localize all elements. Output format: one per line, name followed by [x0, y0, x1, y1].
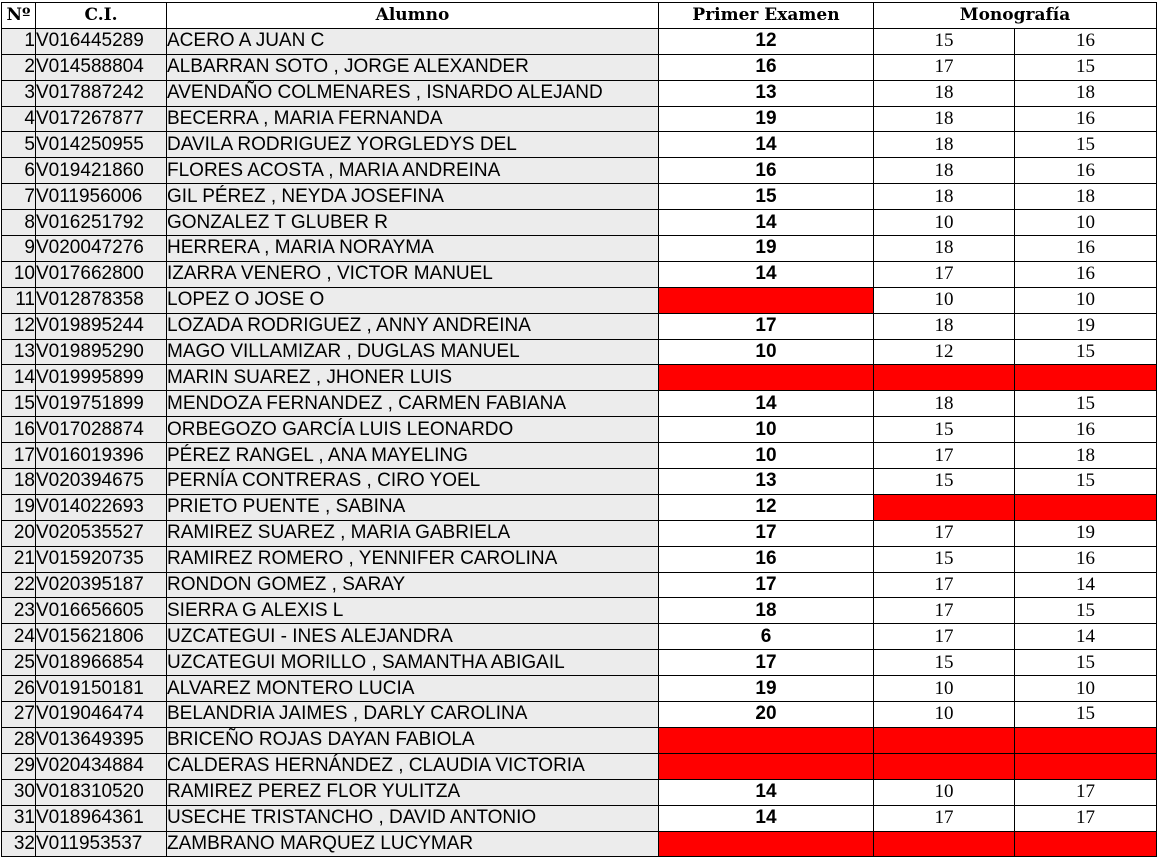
- header-ci: C.I.: [36, 3, 167, 29]
- monograph-grade-1-cell: 17: [874, 805, 1015, 831]
- table-row: [2, 805, 1157, 831]
- first-exam-grade-cell: 17: [659, 650, 874, 676]
- row-number-cell: 24: [2, 624, 36, 650]
- monograph-grade-1-cell: 18: [874, 236, 1015, 262]
- student-name-cell: LOPEZ O JOSE O: [167, 287, 659, 313]
- ci-cell: V018966854: [36, 650, 167, 676]
- first-exam-grade-cell: 12: [659, 28, 874, 54]
- ci-cell: V020434884: [36, 753, 167, 779]
- row-number-cell: 2: [2, 54, 36, 80]
- student-name-cell: AVENDAÑO COLMENARES , ISNARDO ALEJAND: [167, 80, 659, 106]
- student-name-cell: MAGO VILLAMIZAR , DUGLAS MANUEL: [167, 339, 659, 365]
- student-name-cell: RONDON GOMEZ , SARAY: [167, 572, 659, 598]
- student-name-cell: GONZALEZ T GLUBER R: [167, 210, 659, 236]
- ci-cell: V014022693: [36, 494, 167, 520]
- first-exam-grade-cell: [659, 831, 874, 857]
- monograph-grade-2-cell: [1015, 753, 1157, 779]
- ci-cell: V014250955: [36, 132, 167, 158]
- table-row: [2, 572, 1157, 598]
- monograph-grade-1-cell: 17: [874, 443, 1015, 469]
- table-row: [2, 469, 1157, 495]
- ci-cell: V016656605: [36, 598, 167, 624]
- monograph-grade-1-cell: 10: [874, 676, 1015, 702]
- table-row: [2, 339, 1157, 365]
- monograph-grade-2-cell: [1015, 727, 1157, 753]
- row-number-cell: 14: [2, 365, 36, 391]
- monograph-grade-1-cell: 17: [874, 54, 1015, 80]
- row-number-cell: 10: [2, 261, 36, 287]
- monograph-grade-1-cell: 18: [874, 106, 1015, 132]
- monograph-grade-1-cell: [874, 753, 1015, 779]
- monograph-grade-1-cell: [874, 494, 1015, 520]
- first-exam-grade-cell: 14: [659, 132, 874, 158]
- row-number-cell: 16: [2, 417, 36, 443]
- ci-cell: V020535527: [36, 520, 167, 546]
- monograph-grade-2-cell: 15: [1015, 391, 1157, 417]
- table-row: [2, 546, 1157, 572]
- row-number-cell: 4: [2, 106, 36, 132]
- row-number-cell: 30: [2, 779, 36, 805]
- table-body: [2, 28, 1157, 857]
- monograph-grade-1-cell: 17: [874, 598, 1015, 624]
- row-number-cell: 6: [2, 158, 36, 184]
- monograph-grade-1-cell: 12: [874, 339, 1015, 365]
- student-name-cell: CALDERAS HERNÁNDEZ , CLAUDIA VICTORIA: [167, 753, 659, 779]
- row-number-cell: 32: [2, 831, 36, 857]
- monograph-grade-1-cell: 17: [874, 572, 1015, 598]
- table-row: [2, 676, 1157, 702]
- ci-cell: V014588804: [36, 54, 167, 80]
- table-row: [2, 624, 1157, 650]
- monograph-grade-1-cell: 18: [874, 132, 1015, 158]
- table-row: [2, 184, 1157, 210]
- ci-cell: V015621806: [36, 624, 167, 650]
- monograph-grade-2-cell: 15: [1015, 339, 1157, 365]
- student-name-cell: PÉREZ RANGEL , ANA MAYELING: [167, 443, 659, 469]
- table-row: [2, 80, 1157, 106]
- row-number-cell: 1: [2, 28, 36, 54]
- table-row: [2, 779, 1157, 805]
- table-row: [2, 494, 1157, 520]
- monograph-grade-1-cell: 18: [874, 80, 1015, 106]
- first-exam-grade-cell: [659, 287, 874, 313]
- ci-cell: V017028874: [36, 417, 167, 443]
- monograph-grade-1-cell: 18: [874, 158, 1015, 184]
- student-name-cell: USECHE TRISTANCHO , DAVID ANTONIO: [167, 805, 659, 831]
- first-exam-grade-cell: 19: [659, 236, 874, 262]
- ci-cell: V019995899: [36, 365, 167, 391]
- table-row: [2, 831, 1157, 857]
- monograph-grade-2-cell: 16: [1015, 236, 1157, 262]
- header-number: Nº: [2, 3, 36, 29]
- ci-cell: V016445289: [36, 28, 167, 54]
- first-exam-grade-cell: 17: [659, 520, 874, 546]
- student-name-cell: ACERO A JUAN C: [167, 28, 659, 54]
- monograph-grade-2-cell: 16: [1015, 158, 1157, 184]
- monograph-grade-1-cell: 10: [874, 779, 1015, 805]
- student-name-cell: ALBARRAN SOTO , JORGE ALEXANDER: [167, 54, 659, 80]
- table-row: [2, 702, 1157, 728]
- first-exam-grade-cell: 13: [659, 80, 874, 106]
- first-exam-grade-cell: 10: [659, 339, 874, 365]
- student-name-cell: DAVILA RODRIGUEZ YORGLEDYS DEL: [167, 132, 659, 158]
- monograph-grade-2-cell: 16: [1015, 417, 1157, 443]
- monograph-grade-2-cell: 16: [1015, 261, 1157, 287]
- row-number-cell: 11: [2, 287, 36, 313]
- student-name-cell: BECERRA , MARIA FERNANDA: [167, 106, 659, 132]
- table-row: [2, 210, 1157, 236]
- row-number-cell: 20: [2, 520, 36, 546]
- header-row: [2, 3, 1157, 29]
- table-row: [2, 158, 1157, 184]
- first-exam-grade-cell: 14: [659, 261, 874, 287]
- monograph-grade-2-cell: 10: [1015, 210, 1157, 236]
- monograph-grade-2-cell: 16: [1015, 546, 1157, 572]
- monograph-grade-2-cell: [1015, 831, 1157, 857]
- monograph-grade-2-cell: 15: [1015, 702, 1157, 728]
- monograph-grade-1-cell: 18: [874, 184, 1015, 210]
- monograph-grade-1-cell: 18: [874, 391, 1015, 417]
- header-monograph: Monografía: [874, 3, 1157, 29]
- student-name-cell: PRIETO PUENTE , SABINA: [167, 494, 659, 520]
- monograph-grade-1-cell: [874, 727, 1015, 753]
- student-name-cell: GIL PÉREZ , NEYDA JOSEFINA: [167, 184, 659, 210]
- row-number-cell: 18: [2, 469, 36, 495]
- monograph-grade-2-cell: [1015, 365, 1157, 391]
- monograph-grade-2-cell: 17: [1015, 805, 1157, 831]
- row-number-cell: 27: [2, 702, 36, 728]
- student-name-cell: HERRERA , MARIA NORAYMA: [167, 236, 659, 262]
- table-row: [2, 54, 1157, 80]
- first-exam-grade-cell: 19: [659, 106, 874, 132]
- row-number-cell: 3: [2, 80, 36, 106]
- first-exam-grade-cell: 12: [659, 494, 874, 520]
- monograph-grade-2-cell: 18: [1015, 443, 1157, 469]
- ci-cell: V018310520: [36, 779, 167, 805]
- row-number-cell: 5: [2, 132, 36, 158]
- table-row: [2, 236, 1157, 262]
- ci-cell: V013649395: [36, 727, 167, 753]
- row-number-cell: 31: [2, 805, 36, 831]
- row-number-cell: 26: [2, 676, 36, 702]
- table-row: [2, 443, 1157, 469]
- row-number-cell: 25: [2, 650, 36, 676]
- first-exam-grade-cell: 14: [659, 210, 874, 236]
- table-row: [2, 727, 1157, 753]
- monograph-grade-2-cell: 17: [1015, 779, 1157, 805]
- student-name-cell: RAMIREZ PEREZ FLOR YULITZA: [167, 779, 659, 805]
- monograph-grade-1-cell: 15: [874, 469, 1015, 495]
- ci-cell: V019751899: [36, 391, 167, 417]
- monograph-grade-1-cell: 10: [874, 210, 1015, 236]
- ci-cell: V018964361: [36, 805, 167, 831]
- monograph-grade-1-cell: 18: [874, 313, 1015, 339]
- student-name-cell: MENDOZA FERNANDEZ , CARMEN FABIANA: [167, 391, 659, 417]
- ci-cell: V019895290: [36, 339, 167, 365]
- first-exam-grade-cell: 14: [659, 391, 874, 417]
- table-row: [2, 287, 1157, 313]
- ci-cell: V019421860: [36, 158, 167, 184]
- first-exam-grade-cell: 19: [659, 676, 874, 702]
- monograph-grade-1-cell: 15: [874, 546, 1015, 572]
- first-exam-grade-cell: 16: [659, 158, 874, 184]
- ci-cell: V019150181: [36, 676, 167, 702]
- monograph-grade-2-cell: 16: [1015, 106, 1157, 132]
- table-row: [2, 598, 1157, 624]
- student-name-cell: LOZADA RODRIGUEZ , ANNY ANDREINA: [167, 313, 659, 339]
- row-number-cell: 8: [2, 210, 36, 236]
- table-row: [2, 650, 1157, 676]
- first-exam-grade-cell: [659, 365, 874, 391]
- row-number-cell: 15: [2, 391, 36, 417]
- first-exam-grade-cell: [659, 727, 874, 753]
- monograph-grade-1-cell: 15: [874, 28, 1015, 54]
- table-row: [2, 313, 1157, 339]
- first-exam-grade-cell: [659, 753, 874, 779]
- first-exam-grade-cell: 18: [659, 598, 874, 624]
- monograph-grade-2-cell: 15: [1015, 54, 1157, 80]
- row-number-cell: 29: [2, 753, 36, 779]
- monograph-grade-1-cell: [874, 831, 1015, 857]
- ci-cell: V011953537: [36, 831, 167, 857]
- ci-cell: V017267877: [36, 106, 167, 132]
- student-name-cell: BRICEÑO ROJAS DAYAN FABIOLA: [167, 727, 659, 753]
- monograph-grade-2-cell: 18: [1015, 184, 1157, 210]
- first-exam-grade-cell: 17: [659, 313, 874, 339]
- monograph-grade-2-cell: 10: [1015, 287, 1157, 313]
- student-name-cell: ORBEGOZO GARCÍA LUIS LEONARDO: [167, 417, 659, 443]
- row-number-cell: 13: [2, 339, 36, 365]
- student-name-cell: RAMIREZ ROMERO , YENNIFER CAROLINA: [167, 546, 659, 572]
- monograph-grade-2-cell: 15: [1015, 132, 1157, 158]
- row-number-cell: 28: [2, 727, 36, 753]
- student-name-cell: ZAMBRANO MARQUEZ LUCYMAR: [167, 831, 659, 857]
- first-exam-grade-cell: 6: [659, 624, 874, 650]
- ci-cell: V019895244: [36, 313, 167, 339]
- ci-cell: V012878358: [36, 287, 167, 313]
- monograph-grade-1-cell: 10: [874, 702, 1015, 728]
- row-number-cell: 19: [2, 494, 36, 520]
- table-row: [2, 391, 1157, 417]
- row-number-cell: 23: [2, 598, 36, 624]
- student-name-cell: UZCATEGUI MORILLO , SAMANTHA ABIGAIL: [167, 650, 659, 676]
- first-exam-grade-cell: 15: [659, 184, 874, 210]
- student-name-cell: BELANDRIA JAIMES , DARLY CAROLINA: [167, 702, 659, 728]
- student-name-cell: IZARRA VENERO , VICTOR MANUEL: [167, 261, 659, 287]
- ci-cell: V020047276: [36, 236, 167, 262]
- student-name-cell: MARIN SUAREZ , JHONER LUIS: [167, 365, 659, 391]
- student-name-cell: ALVAREZ MONTERO LUCIA: [167, 676, 659, 702]
- monograph-grade-1-cell: 17: [874, 261, 1015, 287]
- student-name-cell: PERNÍA CONTRERAS , CIRO YOEL: [167, 469, 659, 495]
- student-name-cell: SIERRA G ALEXIS L: [167, 598, 659, 624]
- ci-cell: V020394675: [36, 469, 167, 495]
- header-first-exam: Primer Examen: [659, 3, 874, 29]
- grades-table: [1, 2, 1157, 857]
- ci-cell: V019046474: [36, 702, 167, 728]
- table-row: [2, 132, 1157, 158]
- ci-cell: V017662800: [36, 261, 167, 287]
- monograph-grade-2-cell: 15: [1015, 650, 1157, 676]
- first-exam-grade-cell: 13: [659, 469, 874, 495]
- row-number-cell: 9: [2, 236, 36, 262]
- ci-cell: V016019396: [36, 443, 167, 469]
- first-exam-grade-cell: 14: [659, 779, 874, 805]
- first-exam-grade-cell: 10: [659, 417, 874, 443]
- first-exam-grade-cell: 16: [659, 546, 874, 572]
- monograph-grade-1-cell: 10: [874, 287, 1015, 313]
- student-name-cell: FLORES ACOSTA , MARIA ANDREINA: [167, 158, 659, 184]
- table-row: [2, 365, 1157, 391]
- table-row: [2, 520, 1157, 546]
- ci-cell: V017887242: [36, 80, 167, 106]
- header-student: Alumno: [167, 3, 659, 29]
- table-row: [2, 28, 1157, 54]
- first-exam-grade-cell: 10: [659, 443, 874, 469]
- monograph-grade-2-cell: [1015, 494, 1157, 520]
- first-exam-grade-cell: 14: [659, 805, 874, 831]
- monograph-grade-2-cell: 15: [1015, 598, 1157, 624]
- monograph-grade-1-cell: 15: [874, 650, 1015, 676]
- ci-cell: V011956006: [36, 184, 167, 210]
- monograph-grade-2-cell: 18: [1015, 80, 1157, 106]
- row-number-cell: 7: [2, 184, 36, 210]
- table-row: [2, 417, 1157, 443]
- monograph-grade-2-cell: 15: [1015, 469, 1157, 495]
- ci-cell: V015920735: [36, 546, 167, 572]
- monograph-grade-2-cell: 14: [1015, 572, 1157, 598]
- first-exam-grade-cell: 16: [659, 54, 874, 80]
- table-row: [2, 106, 1157, 132]
- ci-cell: V016251792: [36, 210, 167, 236]
- table-row: [2, 753, 1157, 779]
- monograph-grade-2-cell: 16: [1015, 28, 1157, 54]
- first-exam-grade-cell: 20: [659, 702, 874, 728]
- table-row: [2, 261, 1157, 287]
- monograph-grade-2-cell: 19: [1015, 520, 1157, 546]
- row-number-cell: 21: [2, 546, 36, 572]
- row-number-cell: 17: [2, 443, 36, 469]
- row-number-cell: 22: [2, 572, 36, 598]
- first-exam-grade-cell: 17: [659, 572, 874, 598]
- monograph-grade-2-cell: 19: [1015, 313, 1157, 339]
- monograph-grade-1-cell: 17: [874, 624, 1015, 650]
- monograph-grade-1-cell: 17: [874, 520, 1015, 546]
- student-name-cell: UZCATEGUI - INES ALEJANDRA: [167, 624, 659, 650]
- monograph-grade-2-cell: 14: [1015, 624, 1157, 650]
- monograph-grade-1-cell: 15: [874, 417, 1015, 443]
- monograph-grade-2-cell: 10: [1015, 676, 1157, 702]
- monograph-grade-1-cell: [874, 365, 1015, 391]
- ci-cell: V020395187: [36, 572, 167, 598]
- row-number-cell: 12: [2, 313, 36, 339]
- student-name-cell: RAMIREZ SUAREZ , MARIA GABRIELA: [167, 520, 659, 546]
